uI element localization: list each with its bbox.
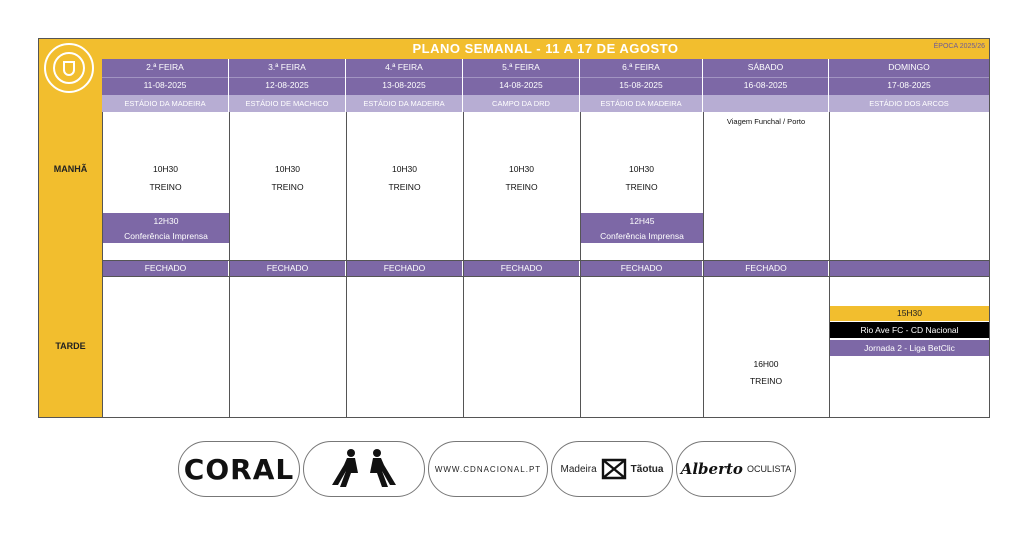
training-label: TREINO	[505, 182, 538, 192]
sponsor-website	[428, 441, 548, 497]
oculista-text: OCULISTA	[746, 464, 792, 474]
period-morning: MANHÃ	[53, 164, 88, 174]
training-time: 10H30	[152, 164, 179, 174]
press-time: 12H45	[629, 216, 655, 226]
venue-mon: ESTÁDIO DA MADEIRA	[102, 95, 229, 112]
press-label: Conferência Imprensa	[124, 231, 208, 241]
match-time: 15H30	[830, 306, 989, 321]
venue-wed: ESTÁDIO DA MADEIRA	[346, 95, 463, 112]
day-date: 14-08-2025	[499, 80, 543, 90]
club-crest-icon	[44, 43, 94, 93]
closed-sat-label: FECHADO	[745, 263, 787, 273]
press-time: 12H30	[153, 216, 179, 226]
period-afternoon: TARDE	[55, 341, 86, 351]
closed-mon: FECHADO	[103, 261, 229, 276]
press-conference-mon	[103, 213, 229, 243]
venue-fri: ESTÁDIO DA MADEIRA	[580, 95, 703, 112]
training-time: 16H00	[753, 359, 779, 369]
day-date: 17-08-2025	[887, 80, 931, 90]
day-name: DOMINGO	[888, 62, 930, 72]
venue-sat	[703, 95, 829, 112]
sponsor-alberto	[676, 441, 796, 497]
day-header-mon	[102, 59, 229, 95]
day-header-thu	[463, 59, 580, 95]
day-header-sun	[829, 59, 989, 95]
closed-tue: FECHADO	[230, 261, 346, 276]
training-label: TREINO	[388, 182, 421, 192]
training-time: 10H30	[391, 164, 418, 174]
day-date: 12-08-2025	[265, 80, 309, 90]
closed-sun-empty	[830, 261, 989, 276]
season-label: ÉPOCA 2025/26	[933, 43, 985, 50]
weekly-plan-table	[38, 38, 990, 418]
sponsor-coral	[178, 441, 300, 497]
closed-fri: FECHADO	[581, 261, 703, 276]
coral-logo: CORAL	[183, 452, 295, 486]
day-name: 2.ª FEIRA	[146, 62, 184, 72]
madeira-text: Madeira	[560, 463, 597, 475]
day-name: SÁBADO	[747, 62, 784, 72]
sponsor-kappa	[303, 441, 425, 497]
kappa-logo-icon	[318, 447, 410, 491]
day-header-tue	[229, 59, 346, 95]
day-name: 6.ª FEIRA	[622, 62, 660, 72]
day-name: 4.ª FEIRA	[385, 62, 423, 72]
grid-line	[102, 276, 989, 277]
travel-note: Viagem Funchal / Porto	[726, 117, 806, 126]
closed-wed: FECHADO	[347, 261, 463, 276]
page-title: PLANO SEMANAL - 11 A 17 DE AGOSTO	[412, 41, 679, 56]
day-date: 11-08-2025	[143, 80, 187, 90]
website-text: WWW.CDNACIONAL.PT	[434, 464, 542, 474]
match-round: Jornada 2 - Liga BetClic	[830, 340, 989, 356]
header-bar	[102, 39, 989, 59]
training-time: 10H30	[508, 164, 535, 174]
venue-tue: ESTÁDIO DE MACHICO	[229, 95, 346, 112]
venue-sun: ESTÁDIO DOS ARCOS	[829, 95, 989, 112]
alberto-text: Alberto	[680, 460, 743, 478]
press-label: Conferência Imprensa	[600, 231, 684, 241]
taotua-text: Tãotua	[630, 463, 664, 475]
closed-sat	[704, 261, 829, 276]
day-date: 15-08-2025	[619, 80, 663, 90]
training-label: TREINO	[625, 182, 658, 192]
training-time: 10H30	[628, 164, 655, 174]
sponsor-madeira	[551, 441, 673, 497]
training-label: TREINO	[271, 182, 304, 192]
day-header-fri	[580, 59, 703, 95]
day-date: 13-08-2025	[382, 80, 426, 90]
closed-thu: FECHADO	[464, 261, 580, 276]
match-teams: Rio Ave FC - CD Nacional	[830, 322, 989, 338]
day-name: 5.ª FEIRA	[502, 62, 540, 72]
day-name: 3.ª FEIRA	[268, 62, 306, 72]
training-time: 10H30	[274, 164, 301, 174]
training-label: TREINO	[749, 376, 783, 386]
day-date: 16-08-2025	[743, 80, 788, 90]
press-conference-fri	[581, 213, 703, 243]
venue-thu: CAMPO DA DRD	[463, 95, 580, 112]
day-header-wed	[346, 59, 463, 95]
period-column	[39, 39, 102, 417]
madeira-logo-icon	[601, 458, 627, 480]
training-label: TREINO	[149, 182, 182, 192]
day-header-sat	[703, 59, 829, 95]
